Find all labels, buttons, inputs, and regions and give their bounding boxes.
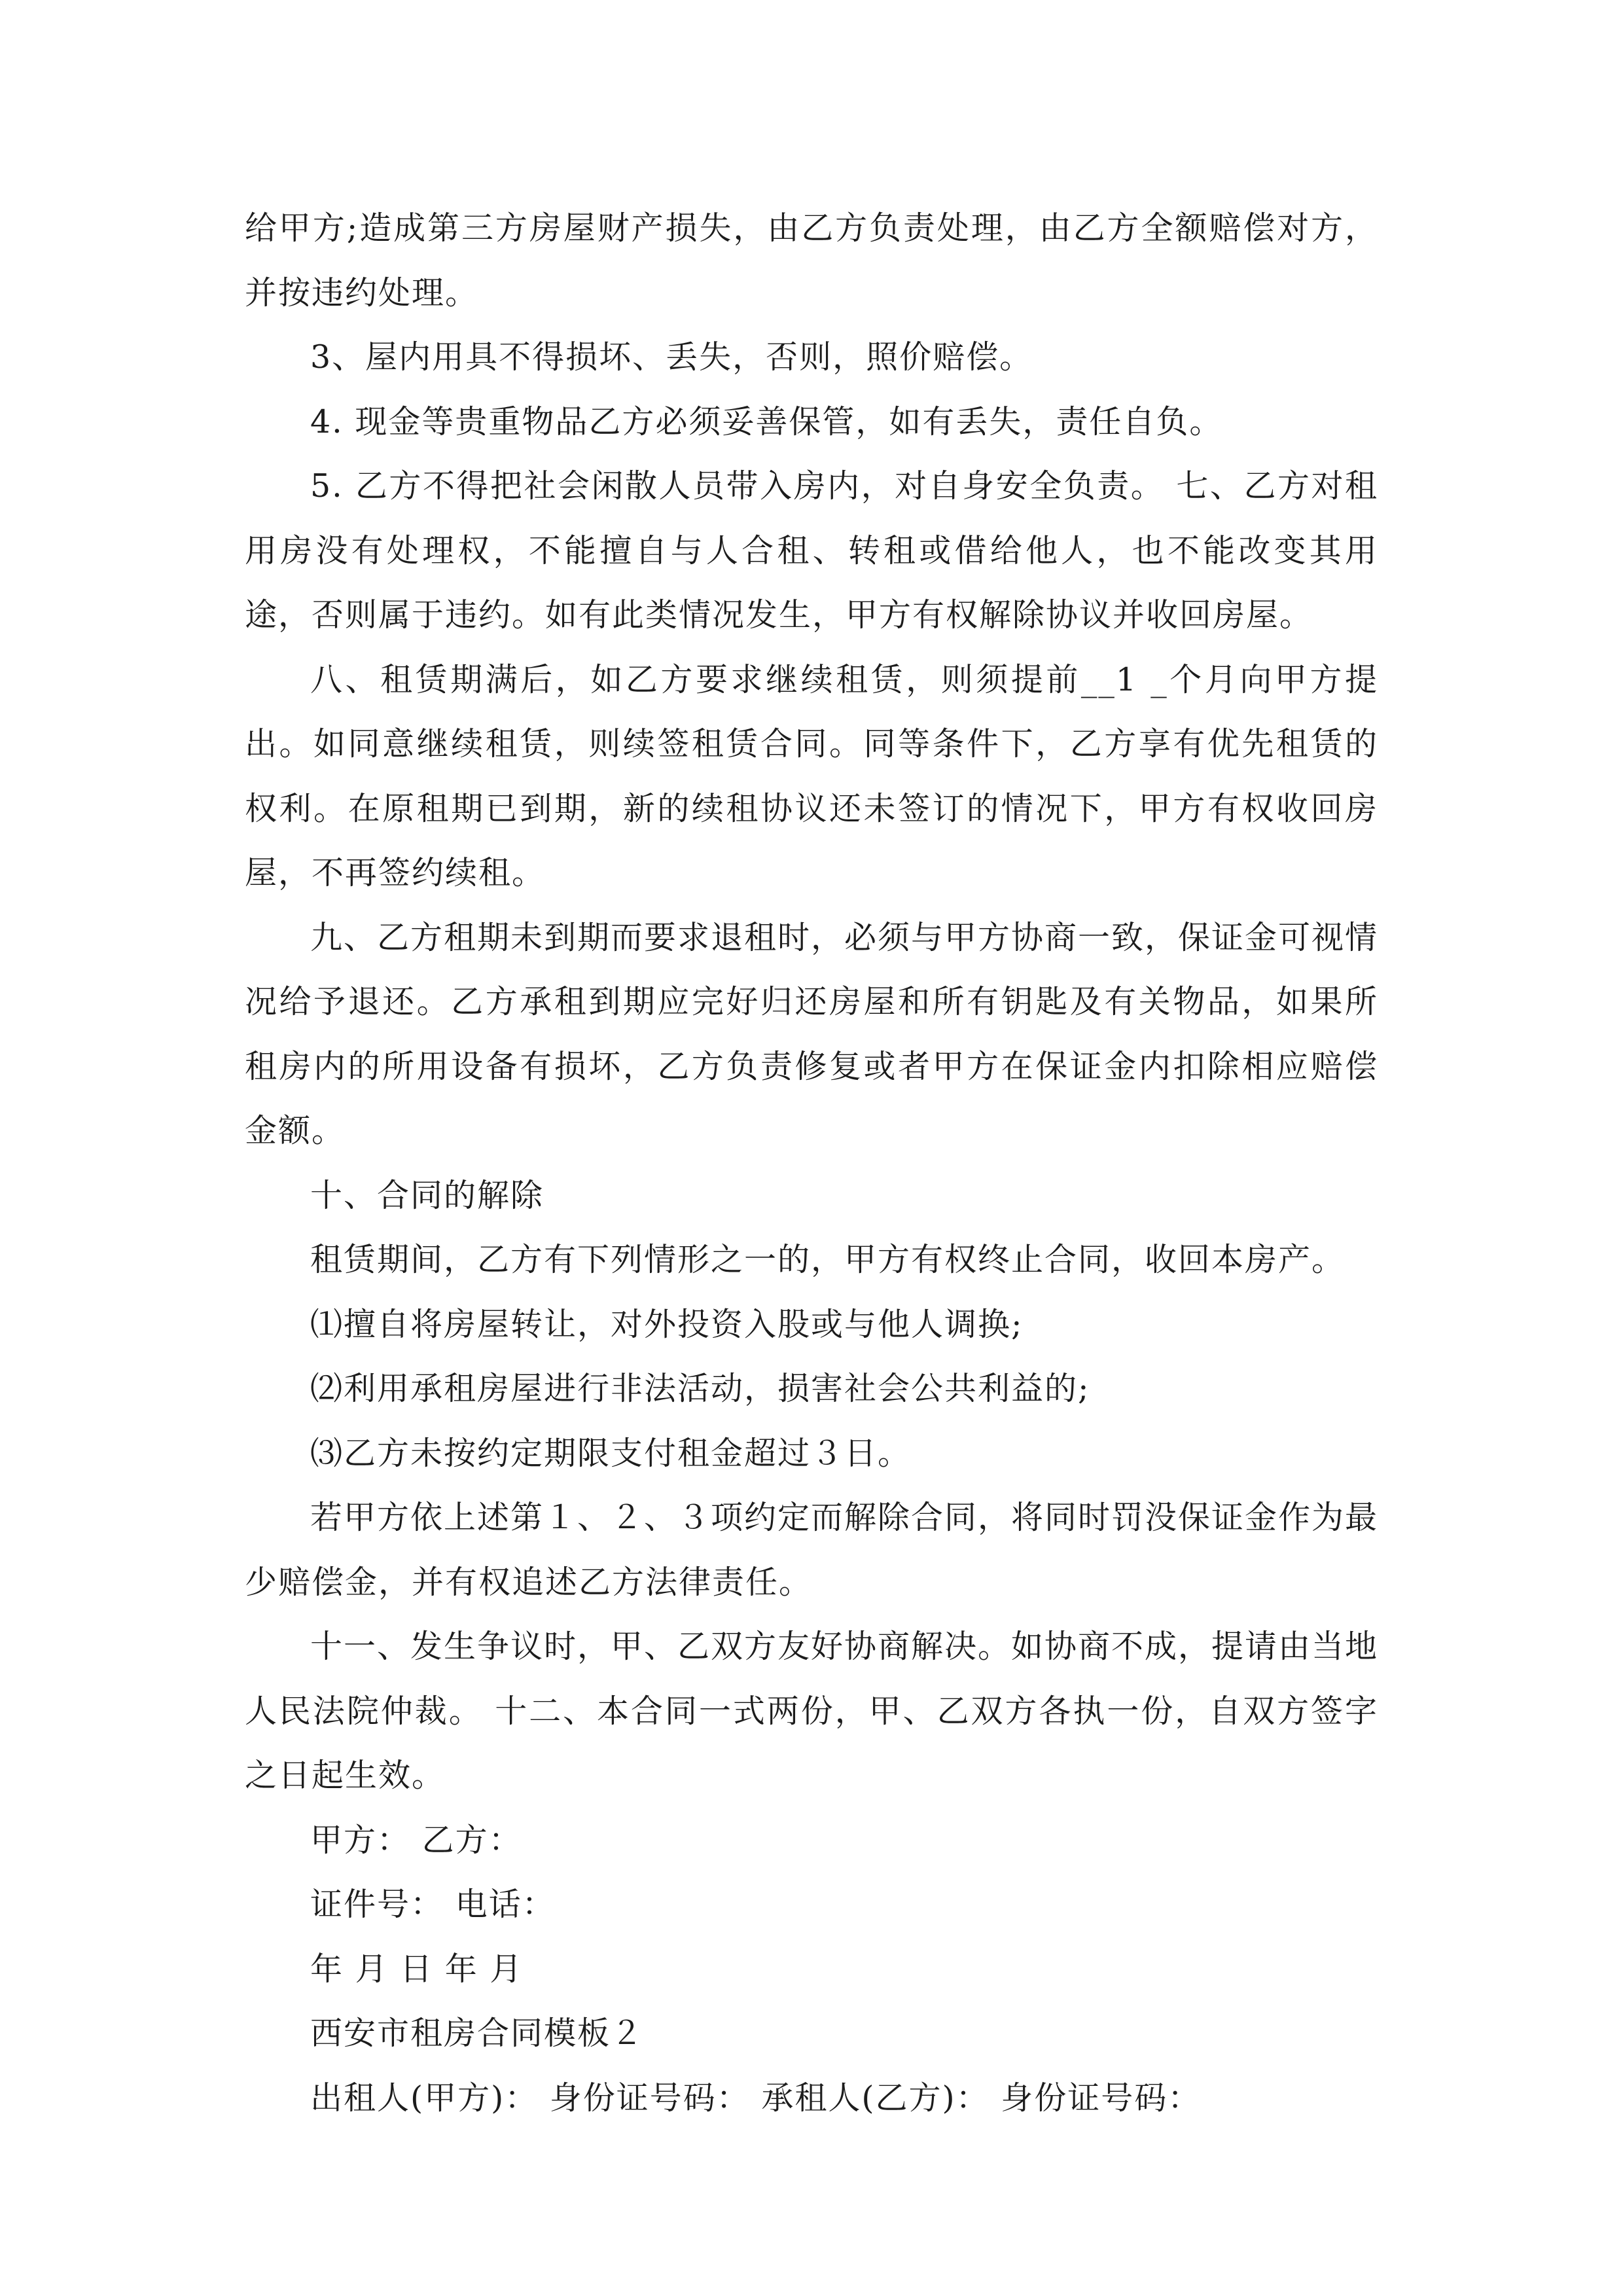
document-body [245,196,1378,2130]
signature-id-phone: 证件号： 电话： [310,1886,556,1923]
paragraph-damage-compensation: 给甲方;造成第三方房屋财产损失，由乙方负责处理，由乙方全额赔偿对方，并按违约处理。 [245,209,1378,312]
termination-item-2: ⑵利用承租房屋进行非法活动，损害社会公共利益的; [310,1370,1090,1407]
clause-disputes-and-copies: 十一、发生争议时，甲、乙双方友好协商解决。如协商不成，提请由当地人民法院仲裁。 十二、本合同一式两份，甲、乙双方各执一份，自双方签字之日起生效。 [245,1628,1379,1794]
clause-termination-penalty: 若甲方依上述第１、２、３项约定而解除合同，将同时罚没保证金作为最少赔偿金，并有权追述乙方法律责任。 [245,1499,1379,1601]
clause-early-termination: 九、乙方租期未到期而要求退租时，必须与甲方协商一致，保证金可视情况给予退还。乙方承租到期应完好归还房屋和所有钥匙及有关物品，如果所租房内的所用设备有损坏，乙方负责修复或者甲方在保证金内扣除相应赔偿金额。 [245,918,1379,1149]
signature-date: 年 月 日 年 月 [310,1950,524,1988]
termination-item-3: ⑶乙方未按约定期限支付租金超过３日。 [310,1434,912,1472]
template-2-parties-line: 出租人(甲方)： 身份证号码： 承租人(乙方)： 身份证号码： [310,2079,1202,2117]
clause-lease-renewal: 八、租赁期满后，如乙方要求继续租赁，则须提前__1 _个月向甲方提出。如同意继续租赁，则续签租赁合同。同等条件下，乙方享有优先租赁的权利。在原租期已到期，新的续租协议还未签订的情况下，甲方有权收回房屋，不再签约续租。 [245,660,1378,891]
termination-intro: 租赁期间，乙方有下列情形之一的，甲方有权终止合同，收回本房产。 [310,1241,1346,1278]
signature-parties: 甲方： 乙方： [310,1821,522,1859]
clause-visitors-and-subletting: 5. 乙方不得把社会闲散人员带入房内，对自身安全负责。 七、乙方对租用房没有处理权，不能擅自与人合租、转租或借给他人，也不能改变其用途，否则属于违约。如有此类情况发生，甲方有权解除协议并收回房屋。 [245,467,1378,634]
clause-valuables: 4. 现金等贵重物品乙方必须妥善保管，如有丢失，责任自负。 [310,403,1223,440]
clause-furnishings: 3、屋内用具不得损坏、丢失，否则，照价赔偿。 [310,338,1033,376]
section-heading-termination: 十、合同的解除 [310,1176,544,1214]
template-2-title: 西安市租房合同模板２ [310,2015,645,2052]
termination-item-1: ⑴擅自将房屋转让，对外投资入股或与他人调换; [310,1305,1024,1343]
